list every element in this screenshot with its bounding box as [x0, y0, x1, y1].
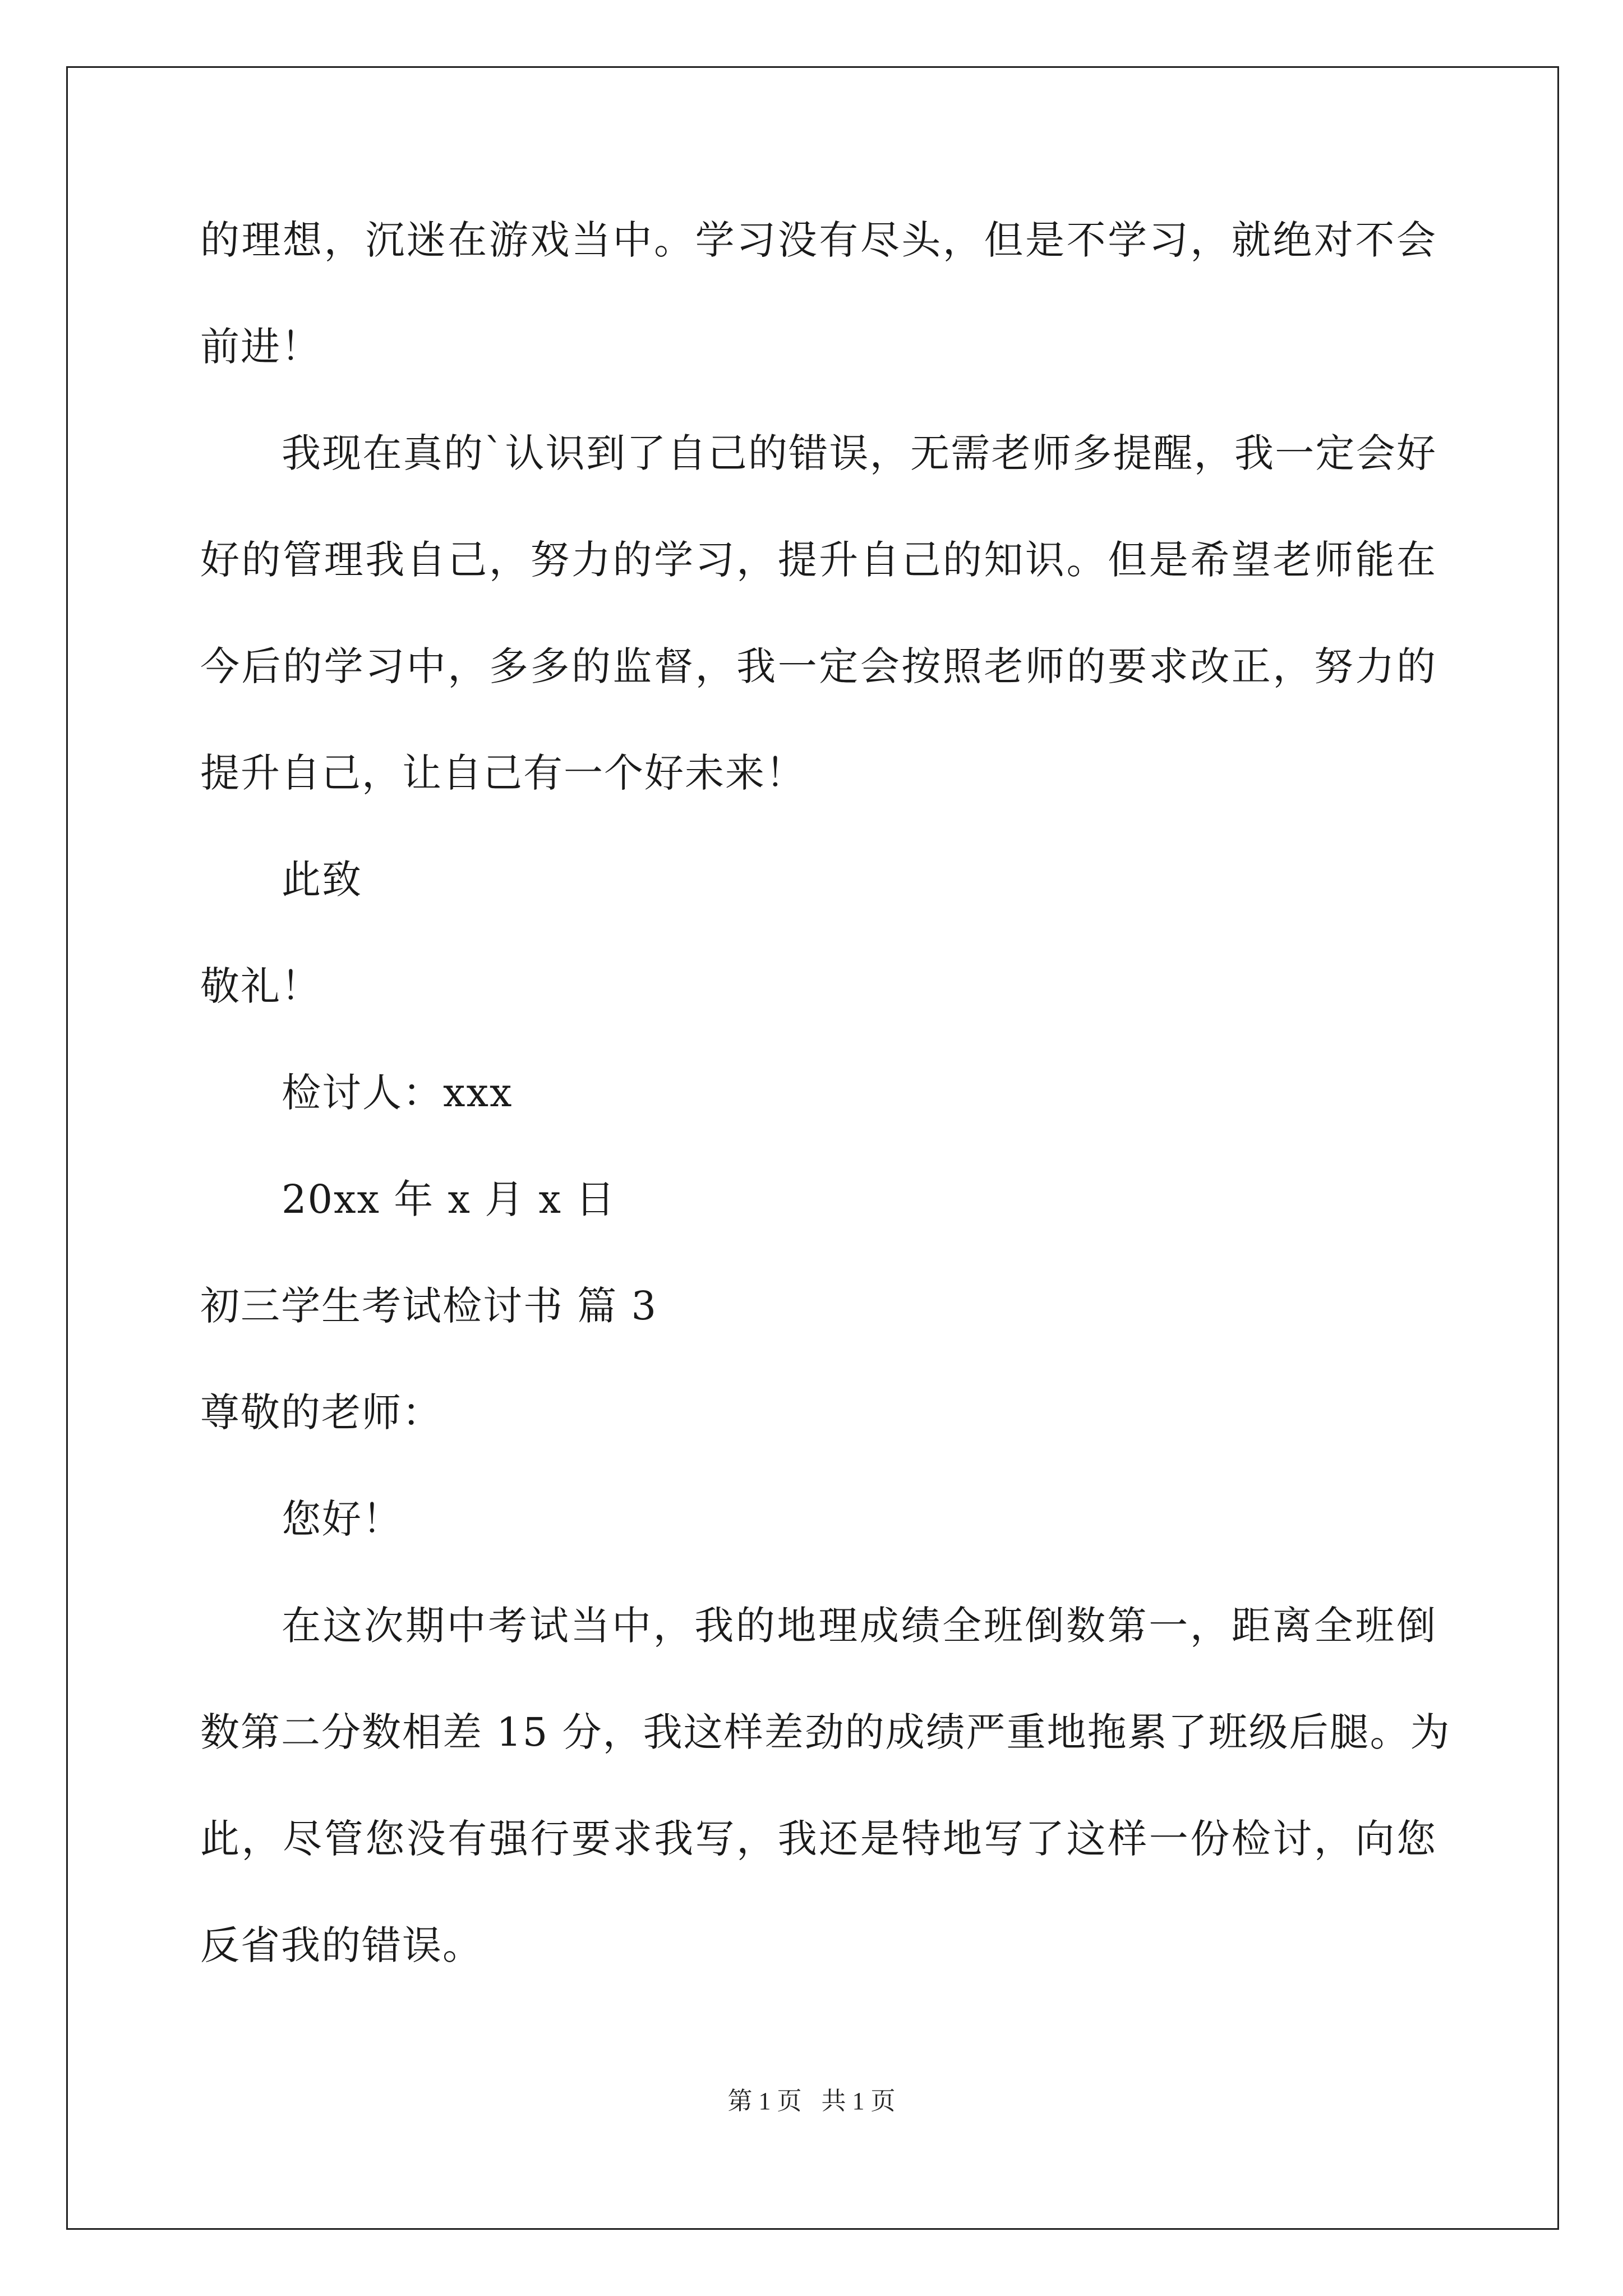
- paragraph-line: 前进！: [200, 324, 321, 370]
- greeting-hello: 您好！: [282, 1496, 403, 1542]
- section-title: 初三学生考试检讨书 篇 3: [200, 1283, 658, 1329]
- paragraph-line: 今后的学习中，多多的监督，我一定会按照老师的要求改正，努力的: [200, 643, 1437, 689]
- paragraph-line: 此，尽管您没有强行要求我写，我还是特地写了这样一份检讨，向您: [200, 1816, 1437, 1862]
- signature-date: 20xx 年 x 月 x 日: [282, 1176, 616, 1222]
- paragraph-line: 数第二分数相差 15 分，我这样差劲的成绩严重地拖累了班级后腿。为: [200, 1709, 1451, 1755]
- page-number: 第 1 页: [727, 2087, 802, 2115]
- paragraph-line: 我现在真的`认识到了自己的错误，无需老师多提醒，我一定会好: [282, 430, 1437, 476]
- paragraph-line: 反省我的错误。: [200, 1922, 483, 1968]
- closing-salutation: 此致: [282, 857, 362, 903]
- page-footer: [0, 2086, 1623, 2117]
- page-total: 共 1 页: [821, 2087, 896, 2115]
- page-border: [66, 66, 1559, 2230]
- signature-name: 检讨人：xxx: [282, 1070, 513, 1116]
- closing-regards: 敬礼！: [200, 963, 321, 1009]
- paragraph-line: 在这次期中考试当中，我的地理成绩全班倒数第一，距离全班倒: [282, 1603, 1437, 1649]
- paragraph-line: 好的管理我自己，努力的学习，提升自己的知识。但是希望老师能在: [200, 537, 1437, 583]
- greeting: 尊敬的老师：: [200, 1389, 442, 1435]
- paragraph-line: 的理想，沉迷在游戏当中。学习没有尽头，但是不学习，就绝对不会: [200, 217, 1437, 263]
- paragraph-line: 提升自己，让自己有一个好未来！: [200, 750, 806, 796]
